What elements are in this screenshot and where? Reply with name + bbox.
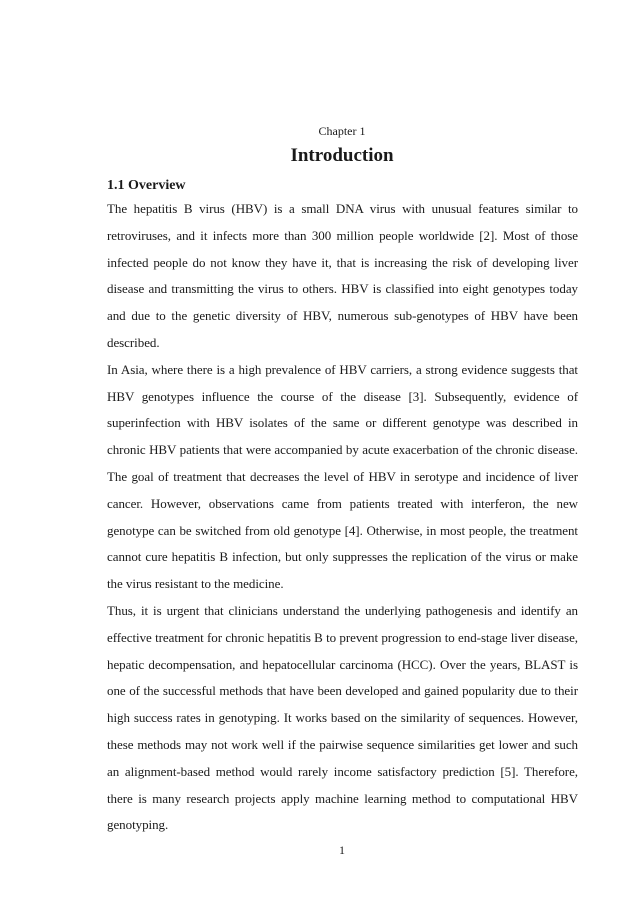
section-content [107,176,578,839]
paragraph-3: Thus, it is urgent that clinicians understand the underlying pathogenesis and identify an effective treatment for chronic hepatitis B to prevent progression to end-stage liver disease, hepatic decompensation, and hepatocellular carcinoma (HCC). Over the years, BLAST is one of the successful methods that have been developed and gained popularity due to their high success rates in genotyping. It works based on the similarity of sequences. However, these methods may not work well if the pairwise sequence similarities get lower and such an alignment-based method would rarely income satisfactory prediction [5]. Therefore, there is many research projects apply machine learning method to computational HBV genotyping. [107,602,578,833]
chapter-title: Introduction [290,145,394,166]
paragraph-2: In Asia, where there is a high prevalence of HBV carriers, a strong evidence suggests that HBV genotypes influence the course of the disease [3]. Subsequently, evidence of superinfection with HBV isolates of the same or different genotype was described in chronic HBV patients that were accompanied by acute exacerbation of the chronic disease. The goal of treatment that decreases the level of HBV in serotype and incidence of liver cancer. However, observations came from patients treated with interferon, the new genotype can be switched from old genotype [4]. Otherwise, in most people, the treatment cannot cure hepatitis B infection, but only suppresses the replication of the virus or make the virus resistant to the medicine. [107,361,578,592]
page-number: 1 [339,843,345,857]
paragraph-1: The hepatitis B virus (HBV) is a small DNA virus with unusual features similar to retroviruses, and it infects more than 300 million people worldwide [2]. Most of those infected people do not know they have it, that is increasing the risk of developing liver disease and transmitting the virus to others. HBV is classified into eight genotypes today and due to the genetic diversity of HBV, numerous sub-genotypes of HBV have been described. [107,201,578,350]
section-heading: 1.1 Overview [107,178,186,193]
chapter-label: Chapter 1 [318,124,366,138]
